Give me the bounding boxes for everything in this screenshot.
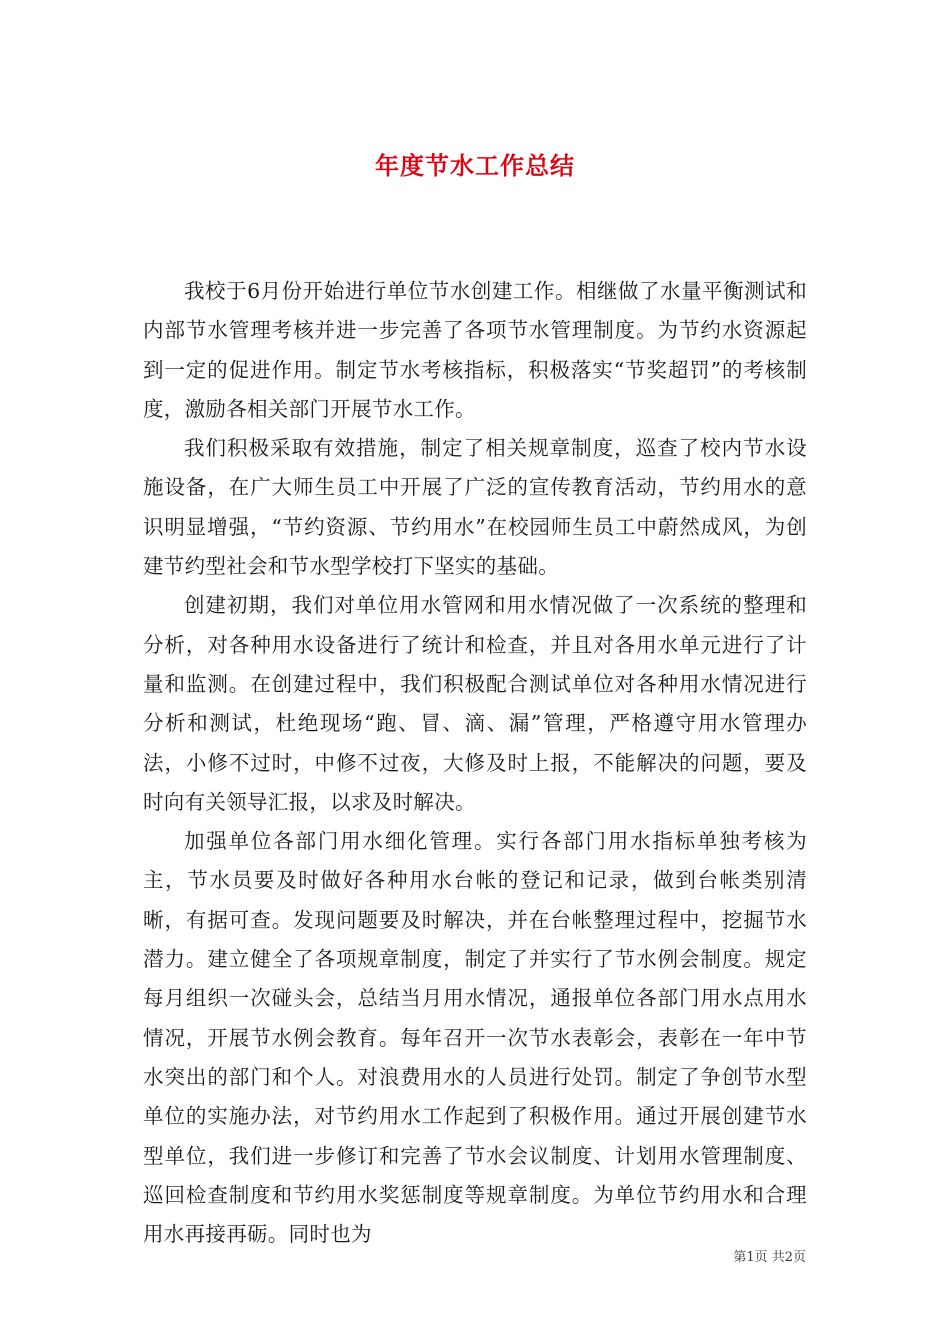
- page-number-footer: 第1页 共2页: [733, 1250, 806, 1265]
- paragraph-1: 我校于6月份开始进行单位节水创建工作。相继做了水量平衡测试和内部节水管理考核并进一步完善了各项节水管理制度。为节约水资源起到一定的促进作用。制定节水考核指标，积极落实“节奖超罚”的考核制度，激励各相关部门开展节水工作。: [143, 279, 807, 421]
- paragraph-2: 我们积极采取有效措施，制定了相关规章制度，巡查了校内节水设施设备，在广大师生员工中开展了广泛的宣传教育活动，节约用水的意识明显增强，“节约资源、节约用水”在校园师生员工中蔚然成风，为创建节约型社会和节水型学校打下坚实的基础。: [143, 436, 807, 579]
- paragraph-4: 加强单位各部门用水细化管理。实行各部门用水指标单独考核为主，节水员要及时做好各种用水台帐的登记和记录，做到台帐类别清晰，有据可查。发现问题要及时解决，并在台帐整理过程中，挖掘节水潜力。建立健全了各项规章制度，制定了并实行了节水例会制度。规定每月组织一次碰头会，总结当月用水情况，通报单位各部门用水点用水情况，开展节水例会教育。每年召开一次节水表彰会，表彰在一年中节水突出的部门和个人。对浪费用水的人员进行处罚。制定了争创节水型单位的实施办法，对节约用水工作起到了积极作用。通过开展创建节水型单位，我们进一步修订和完善了节水会议制度、计划用水管理制度、巡回检查制度和节约用水奖惩制度等规章制度。为单位节约用水和合理用水再接再砺。同时也为: [143, 829, 807, 1247]
- document-body: [143, 272, 807, 1254]
- paragraph-3: 创建初期，我们对单位用水管网和用水情况做了一次系统的整理和分析，对各种用水设备进行了统计和检查，并且对各用水单元进行了计量和监测。在创建过程中，我们积极配合测试单位对各种用水情况进行分析和测试，杜绝现场“跑、冒、滴、漏”管理，严格遵守用水管理办法，小修不过时，中修不过夜，大修及时上报，不能解决的问题，要及时向有关领导汇报，以求及时解决。: [143, 593, 807, 814]
- document-title: 年度节水工作总结: [375, 151, 575, 181]
